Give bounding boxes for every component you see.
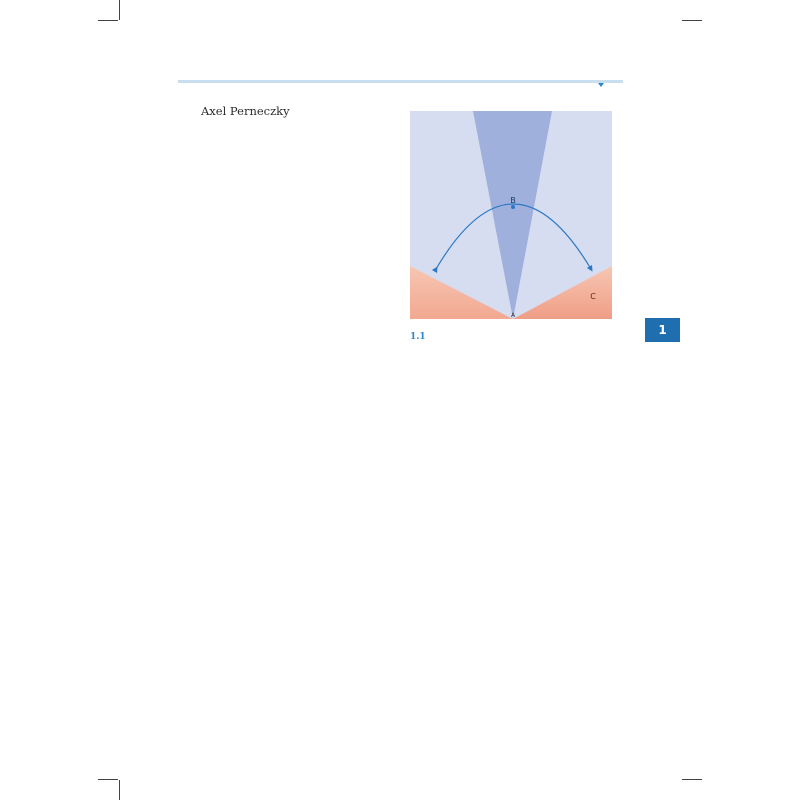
crop-mark [119,780,120,800]
point-b-marker [511,205,515,209]
crop-mark [119,0,120,20]
crop-mark [682,20,702,21]
chapter-number: 1 [658,323,667,337]
right-column-text [410,381,622,421]
label-a: A [510,312,516,319]
figure-caption [410,331,622,357]
left-column-text [178,102,410,412]
figure-keyhole-diagram [410,111,612,319]
header-marker-icon [598,83,604,87]
paragraph: Axel Perneczky [201,104,290,118]
chapter-tab [645,318,680,342]
crop-mark [682,779,702,780]
header-rule [178,80,623,83]
figure-drawing [410,111,612,319]
figure-number: 1.1 [410,332,426,342]
crop-mark [98,779,118,780]
label-c: C [590,292,596,301]
running-head [480,66,620,80]
crop-mark [98,20,118,21]
label-b: B [510,196,516,205]
